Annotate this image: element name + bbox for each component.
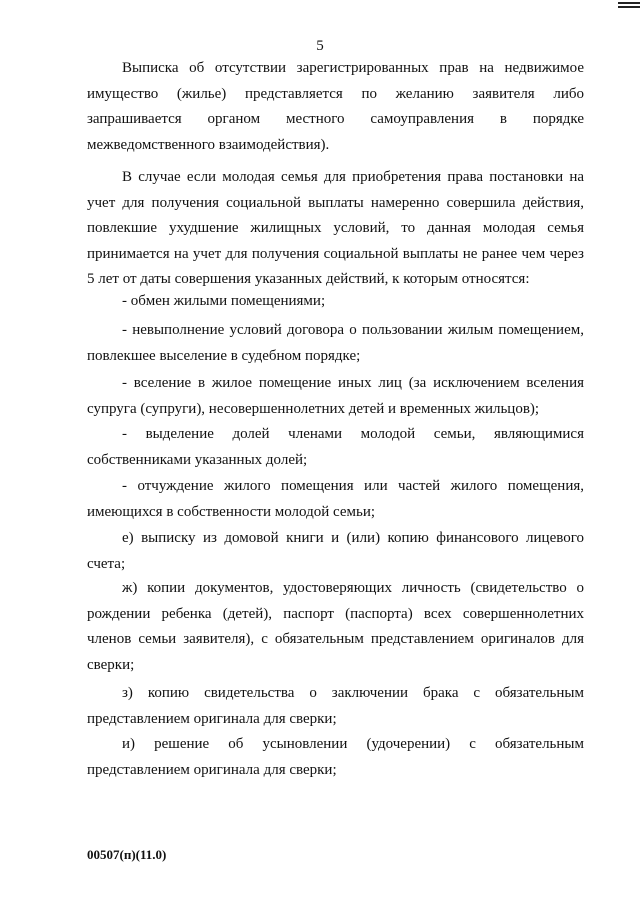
item-zh-identity-documents: ж) копии документов, удостоверяющих личность (свидетельство о рождении ребенка (детей), паспорт (паспорта) всех совершеннолетних членов семьи заявителя), с обязательным представлением оригиналов для сверки; (87, 580, 584, 673)
paragraph-intentional-deterioration: В случае если молодая семья для приобретения права постановки на учет для получения социальной выплаты намеренно совершила действия, повлекшие ухудшение жилищных условий, то данная молодая семья принимается на учет для получения социальной выплаты не ранее чем через 5 лет от даты совершения указанных действий, к которым относятся: (87, 169, 584, 288)
list-item-moving-in: - вселение в жилое помещение иных лиц (за исключением вселения супруга (супруги), несовершеннолетних детей и временных жильцов); (87, 375, 584, 417)
page-number: 5 (316, 38, 324, 54)
list-item-alienation: - отчуждение жилого помещения или частей жилого помещения, имеющихся в собственности молодой семьи; (87, 478, 584, 520)
document-code: 00507(п)(11.0) (87, 847, 167, 862)
list-item-exchange: - обмен жилыми помещениями; (122, 293, 326, 309)
item-z-marriage-certificate: з) копию свидетельства о заключении брака с обязательным представлением оригинала для сверки; (87, 685, 584, 727)
list-item-nonfulfillment: - невыполнение условий договора о пользовании жилым помещением, повлекшее выселение в судебном порядке; (87, 322, 584, 364)
list-item-share-allocation: - выделение долей членами молодой семьи, являющимися собственниками указанных долей; (87, 426, 584, 468)
item-i-adoption-decision: и) решение об усыновлении (удочерении) с обязательным представлением оригинала для сверки; (87, 736, 584, 778)
scan-artifact (618, 0, 640, 12)
paragraph-extract-note: Выписка об отсутствии зарегистрированных прав на недвижимое имущество (жилье) представляется по желанию заявителя либо запрашивается органом местного самоуправления в порядке межведомственного взаимодействия). (87, 60, 584, 153)
item-e-house-book: е) выписку из домовой книги и (или) копию финансового лицевого счета; (87, 530, 584, 572)
